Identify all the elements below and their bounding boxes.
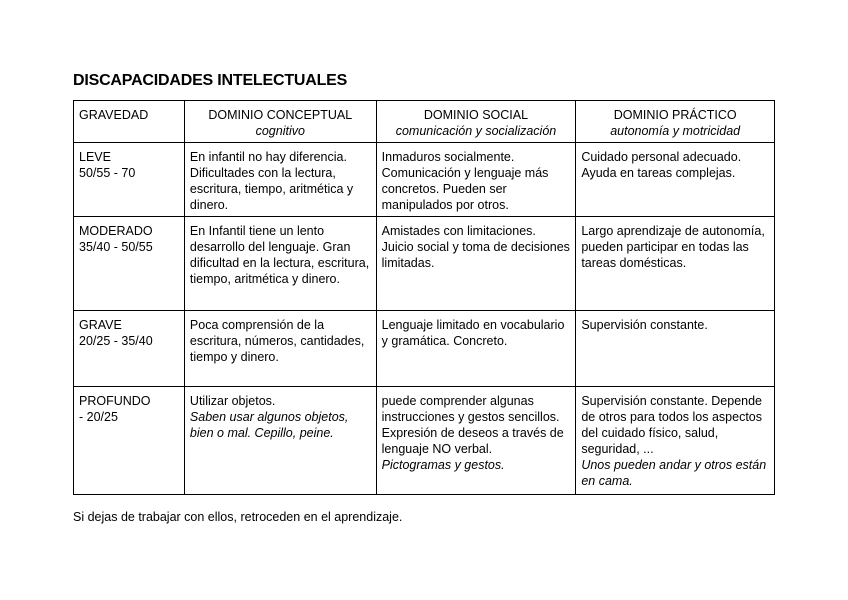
footer-note: Si dejas de trabajar con ellos, retroceden en el aprendizaje. — [73, 510, 403, 524]
gravedad-range: 50/55 - 70 — [79, 166, 136, 180]
disabilities-table — [73, 100, 775, 495]
header-social — [376, 101, 576, 143]
gravedad-cell — [74, 311, 185, 387]
conceptual-cell: En Infantil tiene un lento desarrollo del lenguaje. Gran dificultad en la lectura, escritura, tiempo, aritmética y dinero. — [184, 217, 376, 311]
header-conceptual — [184, 101, 376, 143]
header-conceptual-sub: cognitivo — [255, 124, 305, 138]
practico-cell: Cuidado personal adecuado. Ayuda en tareas complejas. — [576, 143, 775, 217]
social-cell — [376, 387, 576, 495]
table-row — [74, 143, 775, 217]
gravedad-cell — [74, 143, 185, 217]
conceptual-text: Utilizar objetos. — [189, 394, 276, 408]
social-text: puede comprender algunas instrucciones y gestos sencillos. Expresión de deseos a través de lenguaje NO verbal. — [381, 394, 564, 456]
practico-text: Supervisión constante. Depende de otros para todos los aspectos del cuidado físico, salud, seguridad, ... — [581, 394, 763, 456]
social-cell: Inmaduros socialmente. Comunicación y lenguaje más concretos. Pueden ser manipulados por otros. — [376, 143, 576, 217]
conceptual-cell: En infantil no hay diferencia. Dificultades con la lectura, escritura, tiempo, aritmética y dinero. — [184, 143, 376, 217]
header-practico-sub: autonomía y motricidad — [610, 124, 741, 138]
table-row — [74, 387, 775, 495]
header-practico — [576, 101, 775, 143]
practico-cell: Supervisión constante. — [576, 311, 775, 387]
gravedad-level: GRAVE — [79, 318, 122, 332]
gravedad-range: 35/40 - 50/55 — [79, 240, 153, 254]
header-conceptual-label: DOMINIO CONCEPTUAL — [208, 108, 353, 122]
table-row — [74, 311, 775, 387]
gravedad-range: - 20/25 — [79, 410, 118, 424]
social-note: Pictogramas y gestos. — [381, 458, 505, 472]
header-gravedad-label: GRAVEDAD — [79, 108, 149, 122]
gravedad-cell — [74, 387, 185, 495]
practico-note: Unos pueden andar y otros están en cama. — [581, 458, 767, 488]
gravedad-level: PROFUNDO — [79, 394, 151, 408]
conceptual-cell: Poca comprensión de la escritura, números, cantidades, tiempo y dinero. — [184, 311, 376, 387]
header-social-label: DOMINIO SOCIAL — [423, 108, 529, 122]
table-row — [74, 217, 775, 311]
conceptual-cell — [184, 387, 376, 495]
conceptual-note: Saben usar algunos objetos, bien o mal. Cepillo, peine. — [189, 410, 349, 440]
page-title: DISCAPACIDADES INTELECTUALES — [73, 72, 348, 89]
header-gravedad — [74, 101, 185, 143]
practico-cell — [576, 387, 775, 495]
social-cell: Lenguaje limitado en vocabulario y gramática. Concreto. — [376, 311, 576, 387]
practico-cell: Largo aprendizaje de autonomía, pueden participar en todas las tareas domésticas. — [576, 217, 775, 311]
gravedad-cell — [74, 217, 185, 311]
header-row — [74, 101, 775, 143]
social-cell: Amistades con limitaciones. Juicio social y toma de decisiones limitadas. — [376, 217, 576, 311]
header-practico-label: DOMINIO PRÁCTICO — [613, 108, 737, 122]
gravedad-range: 20/25 - 35/40 — [79, 334, 153, 348]
header-social-sub: comunicación y socialización — [395, 124, 557, 138]
gravedad-level: MODERADO — [79, 224, 153, 238]
gravedad-level: LEVE — [79, 150, 111, 164]
